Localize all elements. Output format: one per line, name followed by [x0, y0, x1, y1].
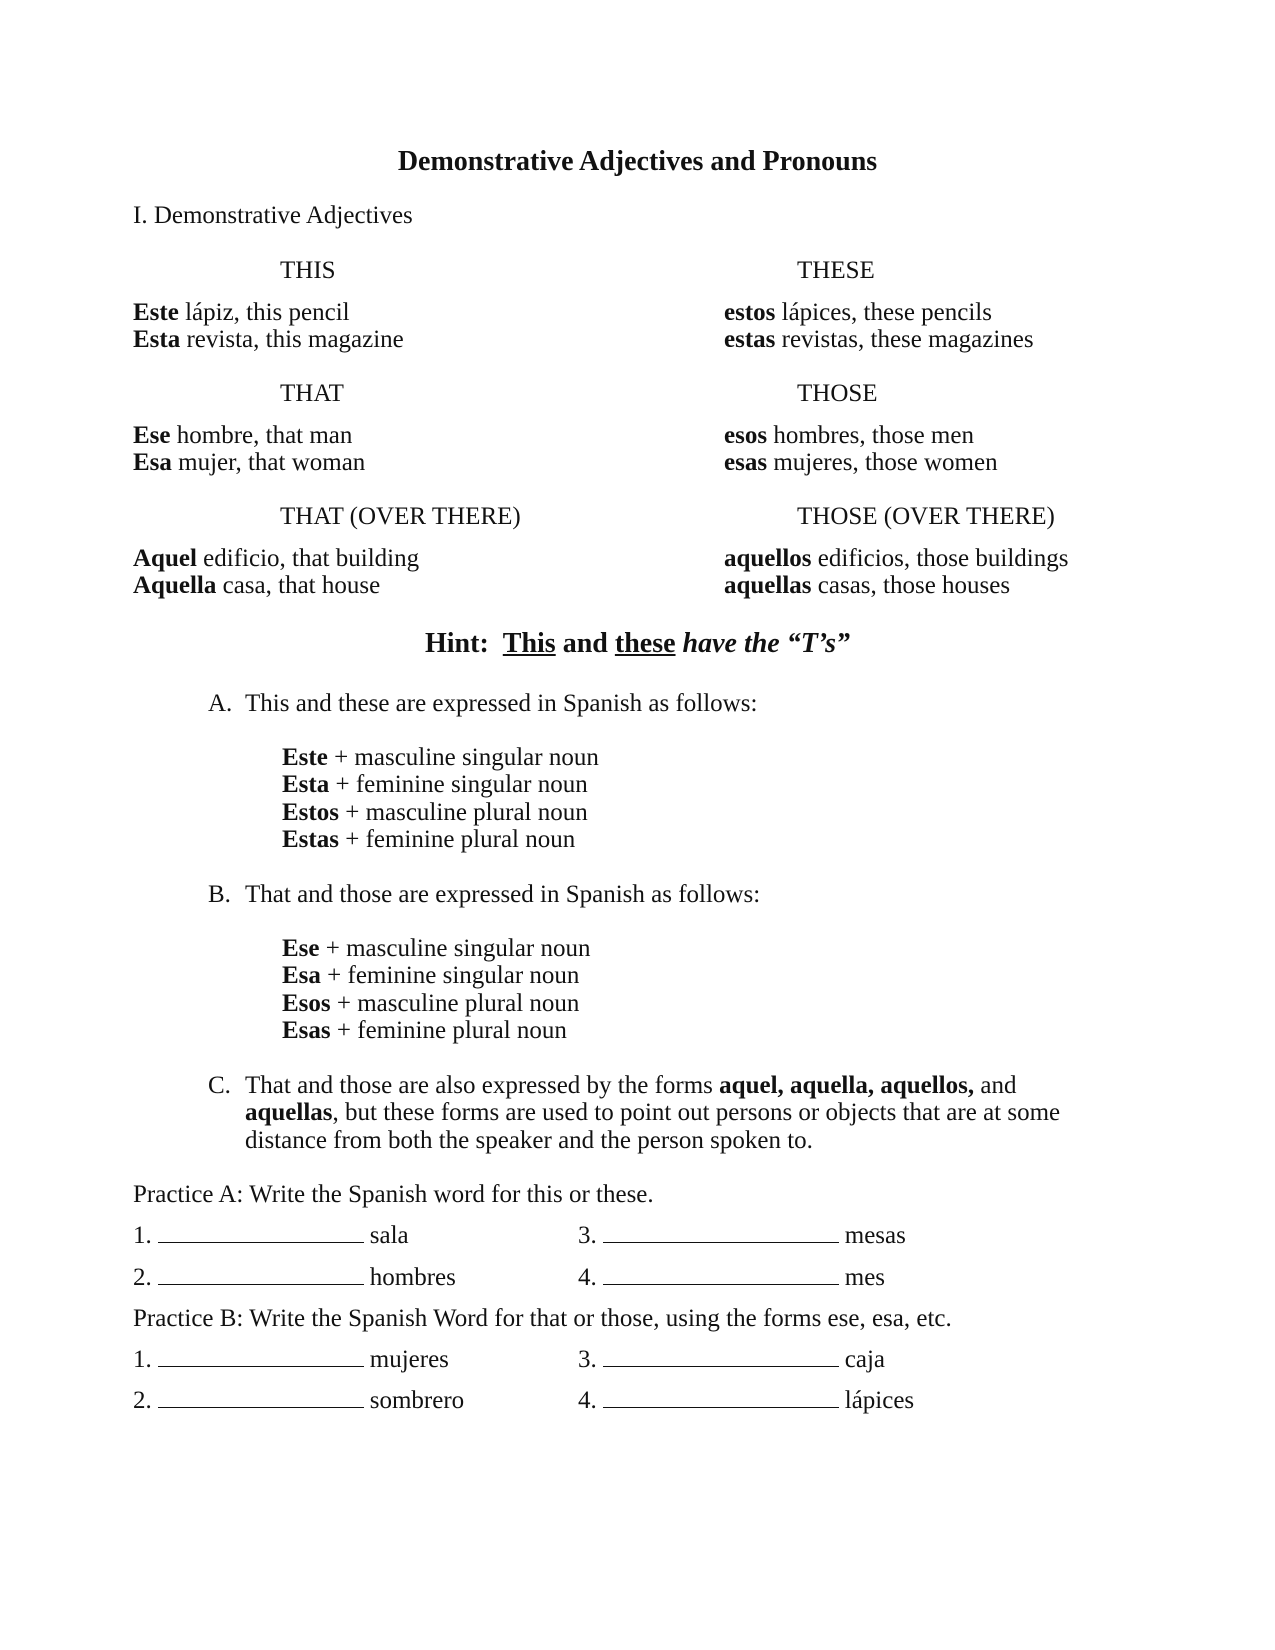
- practice-b-prompt: Practice B: Write the Spanish Word for that or those, using the forms ese, esa, etc.: [133, 1305, 952, 1332]
- example-line: esos hombres, those men: [724, 422, 974, 449]
- group-heading-that: THAT: [280, 380, 344, 407]
- example-line: Aquella casa, that house: [133, 572, 381, 599]
- practice-item: 1. sala: [133, 1222, 409, 1249]
- example-line: Aquel edificio, that building: [133, 545, 420, 572]
- page-title: Demonstrative Adjectives and Pronouns: [397, 146, 878, 177]
- answer-blank[interactable]: [158, 1387, 364, 1408]
- section-c-line: distance from both the speaker and the person spoken to.: [245, 1127, 813, 1154]
- group-heading-those: THOSE: [797, 380, 878, 407]
- section-a-marker: A.: [208, 690, 233, 717]
- section-b-marker: B.: [208, 881, 231, 908]
- example-line: Esta revista, this magazine: [133, 326, 404, 353]
- section-b-text: That and those are expressed in Spanish as follows:: [245, 881, 761, 908]
- group-heading-these: THESE: [797, 257, 875, 284]
- hint-line: Hint: This and these have the “T’s”: [425, 628, 850, 659]
- practice-item: 2. hombres: [133, 1264, 456, 1291]
- rule-line: Esta + feminine singular noun: [282, 771, 588, 798]
- rule-line: Esa + feminine singular noun: [282, 962, 580, 989]
- section-c-marker: C.: [208, 1072, 231, 1099]
- practice-item: 2. sombrero: [133, 1387, 465, 1414]
- rule-line: Esas + feminine plural noun: [282, 1017, 567, 1044]
- answer-blank[interactable]: [158, 1346, 364, 1367]
- answer-blank[interactable]: [158, 1264, 364, 1285]
- rule-line: Este + masculine singular noun: [282, 744, 599, 771]
- practice-item: 4. mes: [578, 1264, 886, 1291]
- rule-line: Estas + feminine plural noun: [282, 826, 576, 853]
- group-heading-those-over-there: THOSE (OVER THERE): [797, 503, 1055, 530]
- rule-line: Estos + masculine plural noun: [282, 799, 588, 826]
- practice-item: 1. mujeres: [133, 1346, 449, 1373]
- practice-item: 4. lápices: [578, 1387, 915, 1414]
- practice-item: 3. mesas: [578, 1222, 906, 1249]
- section-a-text: This and these are expressed in Spanish as follows:: [245, 690, 758, 717]
- group-heading-that-over-there: THAT (OVER THERE): [280, 503, 521, 530]
- group-heading-this: THIS: [280, 257, 336, 284]
- example-line: Ese hombre, that man: [133, 422, 353, 449]
- section-c-line: aquellas, but these forms are used to point out persons or objects that are at some: [245, 1099, 1061, 1126]
- rule-line: Esos + masculine plural noun: [282, 990, 580, 1017]
- answer-blank[interactable]: [603, 1387, 839, 1408]
- example-line: estas revistas, these magazines: [724, 326, 1034, 353]
- practice-item: 3. caja: [578, 1346, 885, 1373]
- example-line: aquellos edificios, those buildings: [724, 545, 1069, 572]
- practice-a-prompt: Practice A: Write the Spanish word for this or these.: [133, 1181, 654, 1208]
- example-line: Esa mujer, that woman: [133, 449, 366, 476]
- answer-blank[interactable]: [158, 1222, 364, 1243]
- answer-blank[interactable]: [603, 1264, 839, 1285]
- answer-blank[interactable]: [603, 1222, 839, 1243]
- example-line: aquellas casas, those houses: [724, 572, 1011, 599]
- rule-line: Ese + masculine singular noun: [282, 935, 591, 962]
- section-c-line: That and those are also expressed by the forms aquel, aquella, aquellos, and: [245, 1072, 1017, 1099]
- example-line: Este lápiz, this pencil: [133, 299, 350, 326]
- answer-blank[interactable]: [603, 1346, 839, 1367]
- example-line: esas mujeres, those women: [724, 449, 998, 476]
- example-line: estos lápices, these pencils: [724, 299, 992, 326]
- section-heading: I. Demonstrative Adjectives: [133, 202, 413, 229]
